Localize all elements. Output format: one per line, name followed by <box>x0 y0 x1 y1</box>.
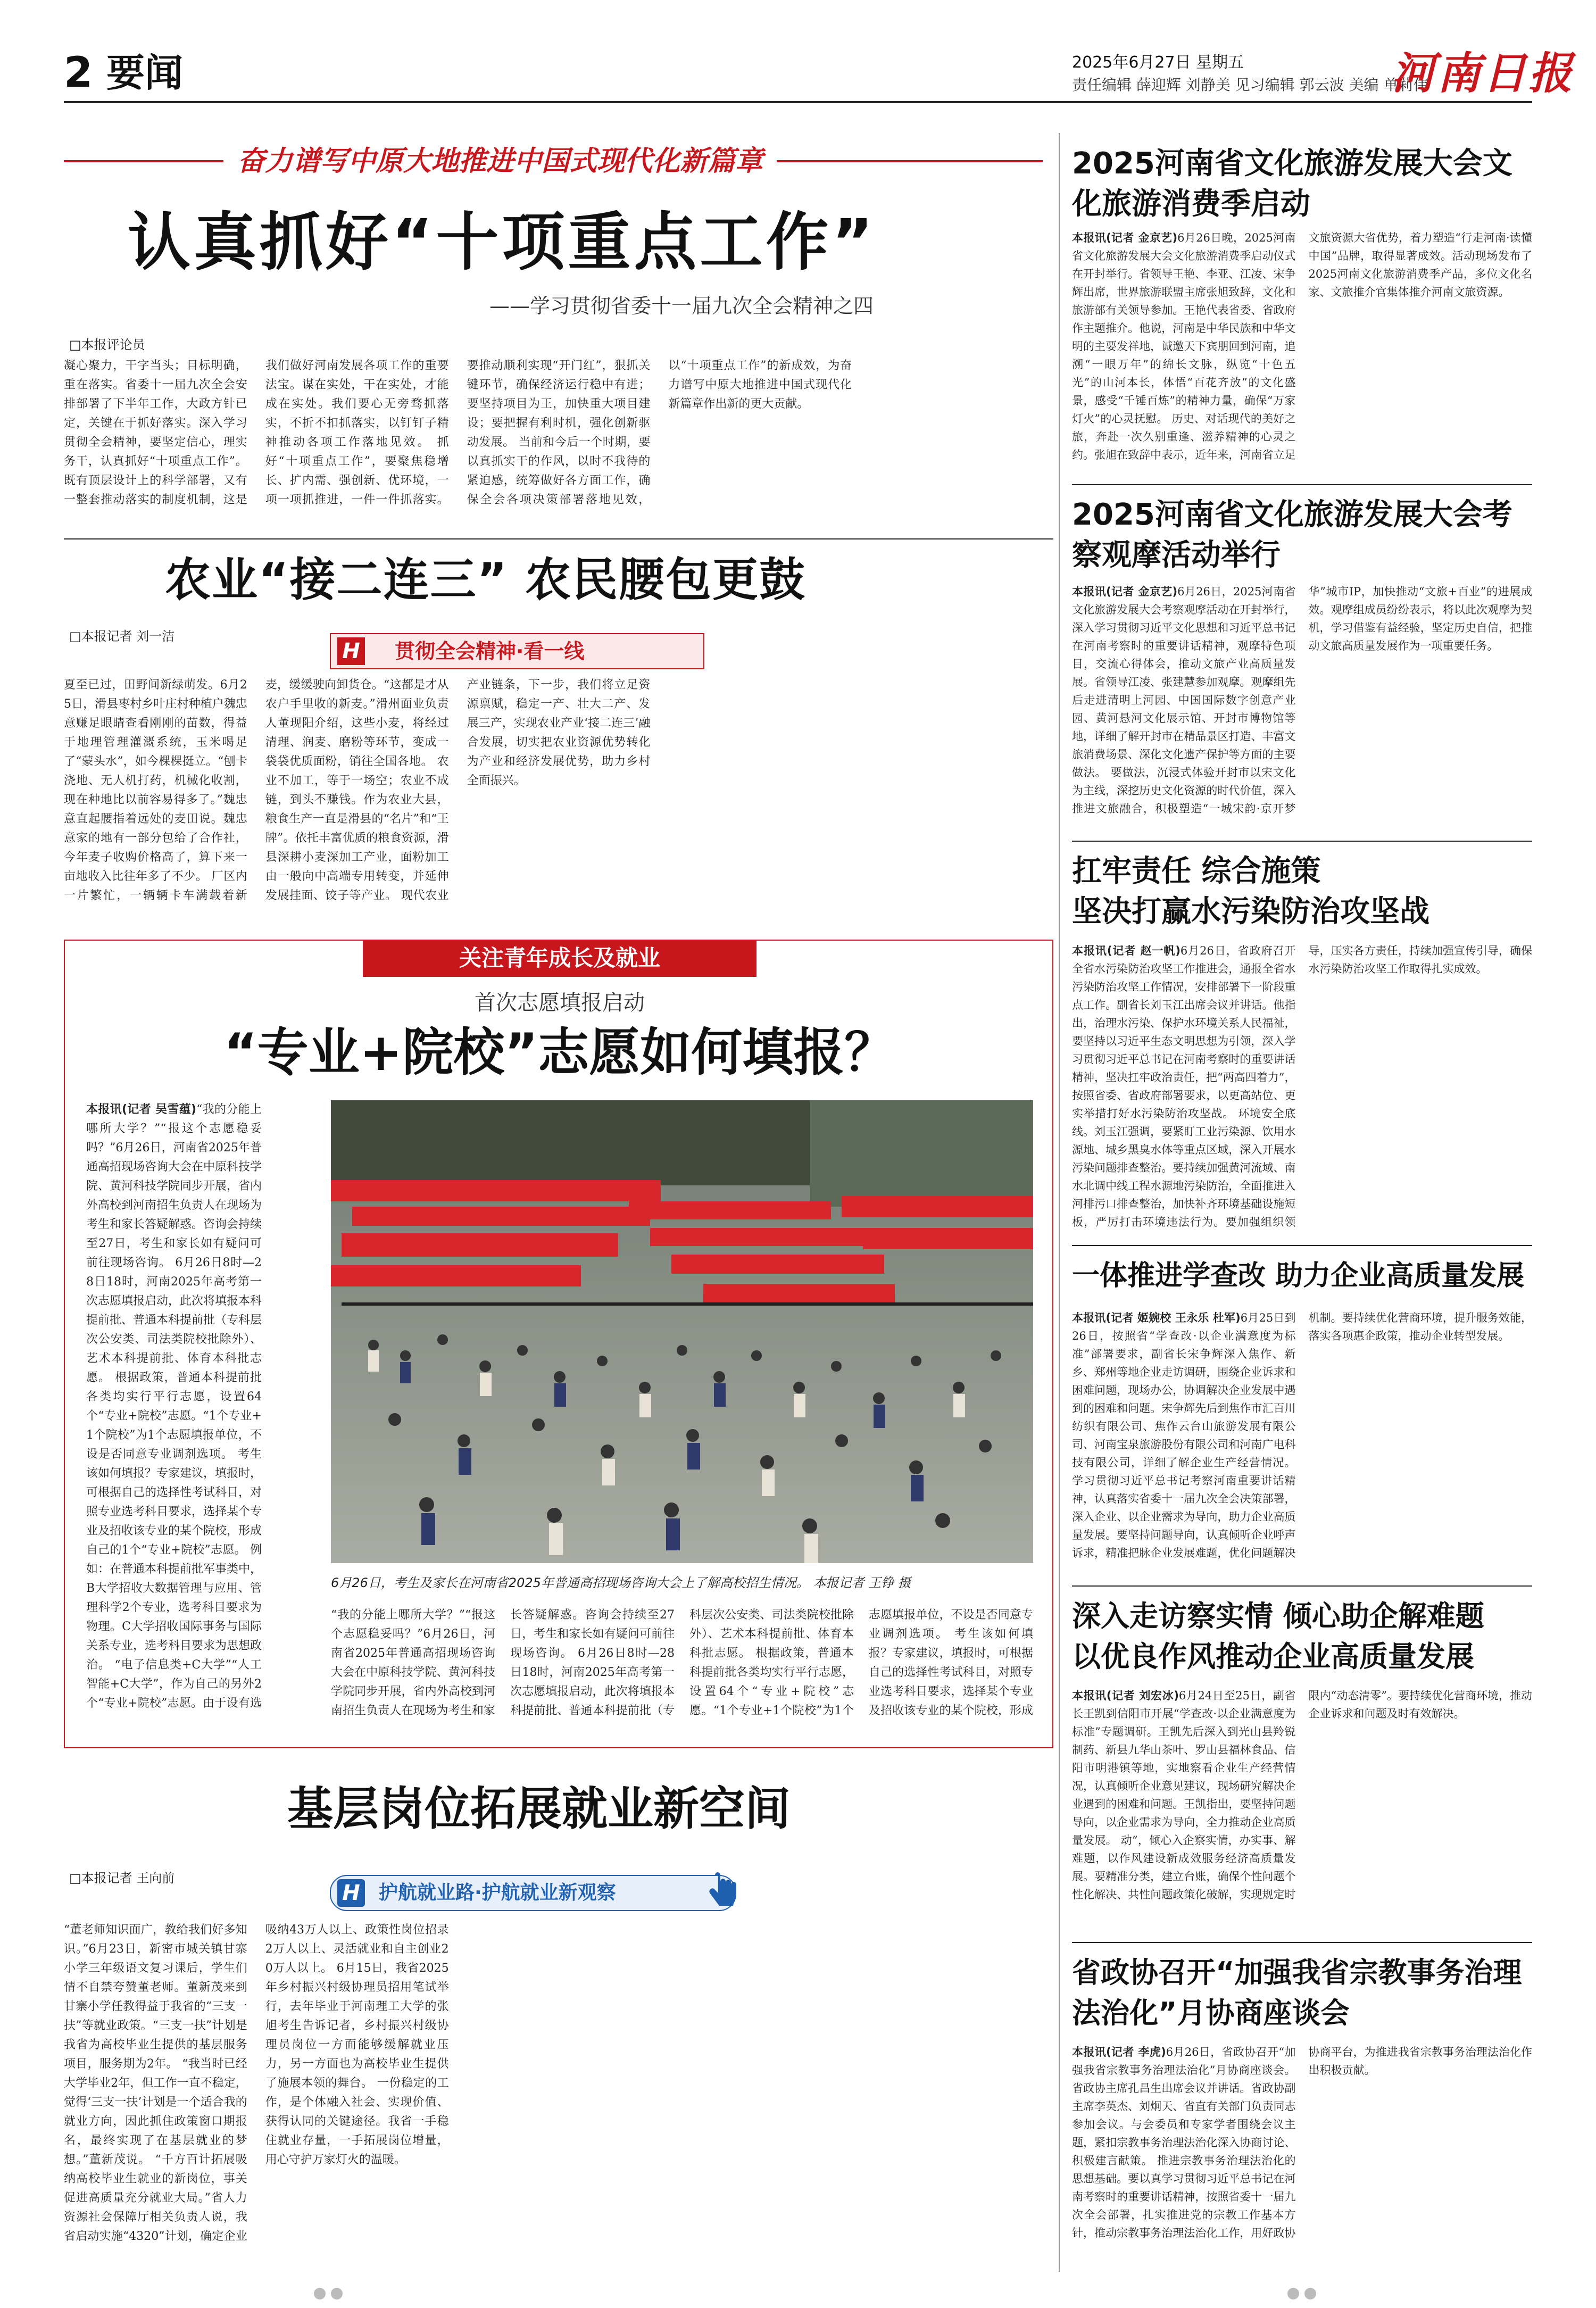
article-byline: 本报讯(记者 李虎) <box>1072 2046 1166 2058</box>
article-body <box>1072 2043 1532 2267</box>
article-body <box>1072 942 1532 1240</box>
badge-letter-h: H <box>337 1879 365 1907</box>
article-title: 省政协召开“加强我省宗教事务治理法治化”月协商座谈会 <box>1072 1956 1522 2030</box>
jobs-byline: □本报记者 王向前 <box>69 1871 175 1886</box>
jobs-badge-label: 护航就业路·护航就业新观察 <box>379 1882 616 1904</box>
article-text: 6月26日，省政府召开全省水污染防治攻坚工作推进会，通报全省水污染防治攻坚工作情况，安排部署下一阶段重点工作。副省长刘玉江出席会议并讲话。他指出，治理水污染、保护水环境关系人民福祉，要坚持以习近平生态文明思想为引领，深入学习贯彻习近平总书记在河南考察时的重要讲话精神，坚决扛牢政治责任，把“两高四着力”，按照省委、省政府部署要求，以更高站位、更实举措打好水污染防治攻坚战。 环境安全底线。刘玉江强调，要紧盯工业污染源、饮用水源地、城乡黑臭水体等重点区域，深入开展水污染问题排查整治。要持续加强黄河流域、南水北调中线工程水源地污染防治，全面推进入河排污口排查整治，加快补齐环境基础设施短板，严厉打击环境违法行为。要加强组织领导，压实各方责任，持续加强宣传引导，确保水污染防治攻坚工作取得扎实成效。 <box>1072 944 1532 1228</box>
youth-article <box>64 940 1053 1748</box>
agri-title: 农业“接二连三” 农民腰包更鼓 <box>165 553 806 607</box>
footer-dots-right <box>1287 2288 1321 2302</box>
article-text: 6月24日至25日，副省长王凯到信阳市开展“学查改·以企业满意度为标准”专题调研。王凯先后深入到光山县羚锐制药、新县九华山茶叶、罗山县福林食品、信阳市明港镇等地，实地察看企业生产经营情况，认真倾听企业意见建议，现场研究解决企业遇到的困难和问题。王凯指出，要坚持问题导向，以企业需求为导向，全力推动企业高质量发展。 动”，倾心入企察实情，办实事、解难题，以作风建设新成效服务经济高质量发展。要精准分类，建立台账，确保个性问题个性化解决、共性问题政策化破解，实现规定时限内“动态清零”。要持续优化营商环境，推动企业诉求和问题及时有效解决。 <box>1072 1689 1532 1901</box>
article-body <box>1072 1309 1532 1575</box>
agri-badge <box>330 633 704 669</box>
article-byline: 本报讯(记者 姬婉校 王永乐 杜军) <box>1072 1311 1241 1324</box>
agri-badge-label: 贯彻全会精神·看一线 <box>395 640 585 663</box>
article-body <box>1072 583 1532 827</box>
youth-col1 <box>86 1100 262 1712</box>
right-article-6 <box>1072 1953 1532 2272</box>
lead-article <box>64 192 1053 516</box>
agri-byline: □本报记者 刘一洁 <box>69 629 175 644</box>
youth-body: “我的分能上哪所大学？”“报这个志愿稳妥吗？”6月26日，河南省2025年普通高招现场咨询大会在中原科技学院、黄河科技学院同步开展，省内外高校到河南招生负责人在现场为考生和家长答疑解惑。咨询会持续至27日，考生和家长如有疑问可前往现场咨询。 6月26日8时—28日18时，河南2025年高考第一次志愿填报启动，此次将填报本科提前批、普通本科提前批（专科层次公安类、司法类院校批除外）、艺术本科提前批、体育本科批志愿。 根据政策，普通本科提前批各类均实行平行志愿，设置64个“专业+院校”志愿。“1个专业+1个院校”为1个志愿填报单位，不设是否同意专业调剂选项。 考生该如何填报？专家建议，填报时，可根据自己的选择性考试科目，对照专业选考科目要求，选择某个专业及招收该专业的某个院校，形成自己的1个“专业+院校”志愿。 例如：在普通本科提前批军事类中，B大学招收大数据管理与应用、管理科学2个专业，选考科目要求为物理。C大学招收国际事务与国际关系专业，选考科目要求为思想政治。 “电子信息类+C大学”“人工智能+C大学”，作为自己的另外2个“专业+院校”志愿。由于设有选 <box>86 1103 262 1710</box>
issue-date: 2025年6月27日 星期五 <box>1072 53 1244 72</box>
agri-body: 夏至已过，田野间新绿萌发。6月25日，滑县枣村乡叶庄村种植户魏忠意赚足眼睛查看刚刚的苗数，得益于地理管理灌溉系统，玉米喝足了“蒙头水”，如今棵棵挺立。“刨卡浇地、无人机打药，机械化收割，现在种地比以前容易得多了。”魏忠意直起腰指着远处的麦田说。魏忠意家的地有一部分包给了合作社，今年麦子收购价格高了，算下来一亩地收入比往年多了不少。 厂区内一片繁忙，一辆辆卡车满载着新麦，缓缓驶向卸货仓。“这都是才从农户手里收的新麦。”滑州面业负责人董现阳介绍，这些小麦，将经过清理、润麦、磨粉等环节，变成一袋袋优质面粉，销往全国各地。 农业不加工，等于一场空；农业不成链，到头不赚钱。作为农业大县，粮食生产一直是滑县的“名片”和“王牌”。依托丰富优质的粮食资源，滑县深耕小麦深加工产业，面粉加工由一般向中高端专用转变，并延伸发展挂面、饺子等产业。 现代农业产业链条，下一步，我们将立足资源禀赋，稳定一产、壮大二产、发展三产，实现农业产业‘接二连三’融合发展，切实把农业资源优势转化为产业和经济发展优势，助力乡村全面振兴。 <box>64 678 651 902</box>
article-byline: 本报讯(记者 金京艺) <box>1072 585 1178 598</box>
masthead-logo: 河南日报 <box>1391 48 1574 99</box>
article-title: 2025河南省文化旅游发展大会文化旅游消费季启动 <box>1072 146 1512 221</box>
page-number: 2 <box>64 49 93 97</box>
article-byline: 本报讯(记者 刘宏冰) <box>1072 1689 1179 1702</box>
agri-article <box>64 537 1053 931</box>
photo-caption: 6月26日，考生及家长在河南省2025年普通高招现场咨询大会上了解高校招生情况。 本报记者 王铮 摄 <box>331 1575 911 1590</box>
right-article-4 <box>1072 1256 1532 1585</box>
right-column <box>1072 138 1532 2272</box>
badge-letter-h: H <box>337 637 365 665</box>
hand-pointer-icon <box>703 1871 741 1915</box>
article-body <box>1072 229 1532 474</box>
article-title: 2025河南省文化旅游发展大会考察观摩活动举行 <box>1072 497 1512 572</box>
footer-dots-left <box>314 2288 348 2302</box>
youth-title: “专业+院校”志愿如何填报？ <box>223 1023 896 1082</box>
right-article-2 <box>1072 495 1532 835</box>
article-text: 6月25日到26日，按照省“学查改·以企业满意度为标准”部署要求，副省长宋争辉深入焦作、新乡、郑州等地企业走访调研，围绕企业诉求和困难问题，现场办公，协调解决企业发展中遇到的困难和问题。宋争辉先后到焦作市汇百川纺织有限公司、焦作云台山旅游发展有限公司、河南宝泉旅游股份有限公司和河南广电科技有限公司，详细了解企业生产经营情况。 学习贯彻习近平总书记考察河南重要讲话精神，认真落实省委十一届九次全会决策部署，深入企业、以企业需求为导向，助力企业高质量发展。要坚持问题导向，认真倾听企业呼声诉求，精准把脉企业发展难题，优化问题解决机制。要持续优化营商环境，提升服务效能，落实各项惠企政策，推动企业转型发展。 <box>1072 1311 1532 1559</box>
right-article-5 <box>1072 1596 1532 1937</box>
article-text: 6月26日，省政协召开“加强我省宗教事务治理法治化”月协商座谈会。省政协主席孔昌生出席会议并讲话。省政协副主席李英杰、刘炯天、省直有关部门负责同志参加会议。与会委员和专家学者围绕会议主题，紧扣宗教事务治理法治化深入协商讨论、积极建言献策。 推进宗教事务治理法治化的思想基础。要以真学习贯彻习近平总书记在河南考察时的重要讲话精神，按照省委十一届九次全会部署，扎实推进党的宗教工作基本方针，推动宗教事务治理法治化工作，用好政协协商平台，为推进我省宗教事务治理法治化作出积极贡献。 <box>1072 2046 1532 2239</box>
youth-kicker: 首次志愿填报启动 <box>475 991 645 1015</box>
right-article-3 <box>1072 851 1532 1256</box>
youth-body-cont: “我的分能上哪所大学？”“报这个志愿稳妥吗？”6月26日，河南省2025年普通高招现场咨询大会在中原科技学院、黄河科技学院同步开展，省内外高校到河南招生负责人在现场为考生和家长答疑解惑。咨询会持续至27日，考生和家长如有疑问可前往现场咨询。 6月26日8时—28日18时，河南2025年高考第一次志愿填报启动，此次将填报本科提前批、普通本科提前批（专科层次公安类、司法类院校批除外）、艺术本科提前批、体育本科批志愿。 根据政策，普通本科提前批各类均实行平行志愿，设置64个“专业+院校”志愿。“1个专业+1个院校”为1个志愿填报单位，不设是否同意专业调剂选项。 考生该如何填报？专家建议，填报时，可根据自己的选择性考试科目，对照专业选考科目要求，选择某个专业及招收该专业的某个院校，形成 <box>331 1608 1033 1717</box>
jobs-title: 基层岗位拓展就业新空间 <box>287 1782 791 1836</box>
right-article-1 <box>1072 138 1532 479</box>
youth-badge-label: 关注青年成长及就业 <box>459 945 660 971</box>
lead-byline: □本报评论员 <box>69 337 145 352</box>
banner <box>64 143 1043 180</box>
page-header <box>0 0 1596 106</box>
news-photo <box>331 1100 1033 1563</box>
lead-title: 认真抓好“十项重点工作” <box>128 205 877 279</box>
article-byline: 本报讯(记者 赵一帆) <box>1072 944 1181 957</box>
section-name: 要闻 <box>106 50 184 95</box>
lead-subtitle: ——学习贯彻省委十一届九次全会精神之四 <box>489 294 874 318</box>
article-title: 深入走访察实情 倾心助企解难题 以优良作风推动企业高质量发展 <box>1072 1599 1484 1673</box>
article-byline: 本报讯(记者 金京艺) <box>1072 231 1178 244</box>
jobs-badge <box>330 1875 736 1911</box>
article-text: 6月26日晚，2025河南省文化旅游发展大会文化旅游消费季启动仪式在开封举行。省领导王艳、李亚、江凌、宋争辉出席，世界旅游联盟主席张旭致辞，文化和旅游部有关领导参加。王艳代表省委、省政府作主题推介。他说，河南是中华民族和中华文明的主要发祥地，诚邀天下宾朋回到河南，追溯“一眼万年”的绵长文脉，纵览“十色五光”的山河本长，体悟“百花齐放”的文化盛景，感受“千锤百炼”的精神力量，确保“万家灯火”的心灵抚慰。 历史、对话现代的美好之旅，奔赴一次久别重逢、滋养精神的心灵之约。张旭在致辞中表示，近年来，河南省立足文旅资源大省优势，着力塑造“行走河南·读懂中国”品牌，取得显著成效。活动现场发布了2025河南文化旅游消费季产品，多位文化名家、文旅推介官集体推介河南文旅资源。 <box>1072 231 1532 461</box>
article-title: 一体推进学查改 助力企业高质量发展 <box>1072 1260 1525 1292</box>
article-body <box>1072 1687 1532 1931</box>
header-rule <box>64 101 1532 103</box>
banner-label: 奋力谱写中原大地推进中国式现代化新篇章 <box>223 143 777 180</box>
jobs-article <box>64 1761 1053 2272</box>
article-title: 扛牢责任 综合施策 坚决打赢水污染防治攻坚战 <box>1072 854 1429 929</box>
youth-lower-body <box>331 1606 1033 1728</box>
article-text: 6月26日，2025河南省文化旅游发展大会考察观摩活动在开封举行，深入学习贯彻习近平文化思想和习近平总书记在河南考察时的重要讲话精神，观摩特色项目，交流心得体会，推动文旅产业高质量发展。省领导江凌、张建慧参加观摩。观摩组先后走进清明上河园、中国国际数字创意产业园、黄河悬河文化展示馆、开封市博物馆等地，详细了解开封市在精品景区打造、丰富文旅消费场景、深化文化遗产保护等方面的主要做法。 要做法，沉浸式体验开封市以宋文化为主线，深挖历史文化资源的时代价值，深入推进文旅融合，积极塑造“一城宋韵·京开梦华”城市IP，加快推动“文旅+百业”的进展成效。观摩组成员纷纷表示，将以此次观摩为契机，学习借鉴有益经验，坚定历史自信，把推动文旅高质量发展作为一项重要任务。 <box>1072 585 1532 815</box>
crowd-photo-illustration <box>331 1100 1033 1563</box>
youth-badge <box>363 940 757 977</box>
jobs-body: “董老师知识面广，教给我们好多知识。”6月23日，新密市城关镇甘寨小学三年级语文复习课后，学生们情不自禁夸赞董老师。董新茂来到甘寨小学任教得益于我省的“三支一扶”等就业政策。“三支一扶”计划是我省为高校毕业生提供的基层服务项目，服务期为2年。 “我当时已经大学毕业2年，但工作一直不稳定，觉得‘三支一扶’计划是一个适合我的就业方向，因此抓住政策窗口期报名，最终实现了在基层就业的梦想。”董新茂说。 “千方百计拓展吸纳高校毕业生就业的新岗位，事关促进高质量充分就业大局。”省人力资源社会保障厅相关负责人说，我省启动实施“4320”计划，确定企业吸纳43万人以上、政策性岗位招录2万人以上、灵活就业和自主创业20万人以上。 6月15日，我省2025年乡村振兴村级协理员招用笔试举行，去年毕业于河南理工大学的张旭考生告诉记者，乡村振兴村级协理员岗位一方面能够缓解就业压力，另一方面也为高校毕业生提供了施展本领的舞台。 一份稳定的工作，是个体融入社会、实现价值、获得认同的关键途径。我省一手稳住就业存量，一手拓展岗位增量，用心守护万家灯火的温暖。 <box>64 1923 449 2243</box>
youth-byline: 本报讯(记者 吴雪蕴) <box>86 1103 197 1116</box>
lead-body: 凝心聚力，干字当头；目标明确，重在落实。省委十一届九次全会安排部署了下半年工作，大政方针已定，关键在于抓好落实。深入学习贯彻全会精神，要坚定信心，理实务干，认真抓好“十项重点工作”。 既有顶层设计上的科学部署，又有一整套推动落实的制度机制，这是我们做好河南发展各项工作的重要法宝。谋在实处，干在实处，才能成在实处。我们要心无旁骛抓落实，不折不扣抓落实，以钉钉子精神推动各项工作落地见效。 抓好“十项重点工作”，要聚焦稳增长、扩内需、强创新、优环境，一项一项抓推进，一件一件抓落实。要推动顺利实现“开门红”，狠抓关键环节，确保经济运行稳中有进；要坚持项目为王，加快重大项目建设；要把握有利时机，强化创新驱动发展。 当前和今后一个时期，要以真抓实干的作风，以时不我待的紧迫感，统筹做好各方面工作，确保全会各项决策部署落地见效，以“十项重点工作”的新成效，为奋力谱写中原大地推进中国式现代化新篇章作出新的更大贡献。 <box>64 359 852 507</box>
editors-line: 责任编辑 薛迎辉 刘静美 见习编辑 郭云波 美编 单莉伟 <box>1072 76 1428 94</box>
